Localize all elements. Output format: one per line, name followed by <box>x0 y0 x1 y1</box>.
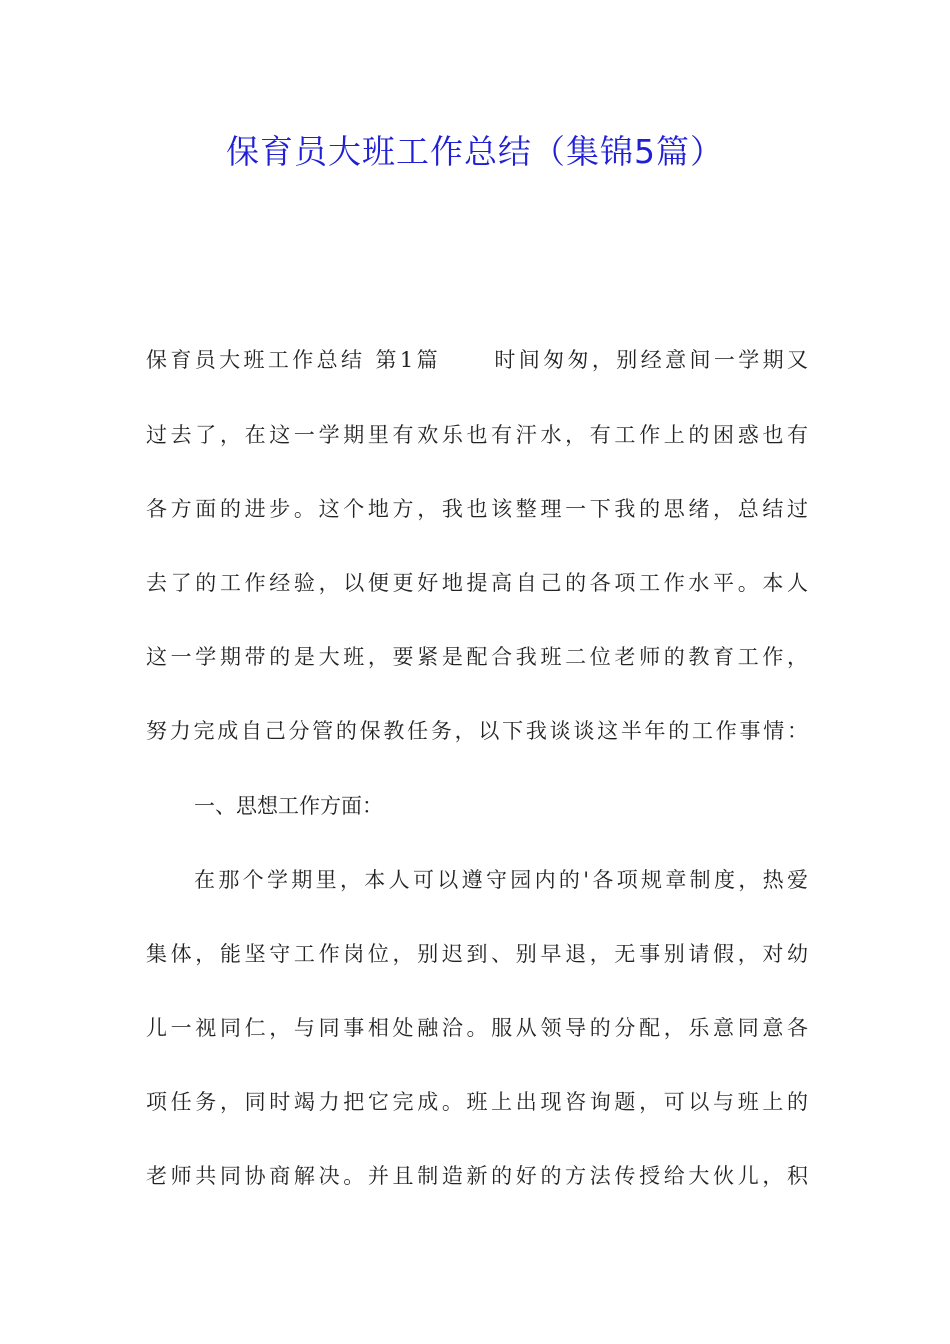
section-heading-inline: 保育员大班工作总结 第1篇 <box>146 348 442 372</box>
section-heading: 一、思想工作方面： <box>194 794 383 818</box>
paragraph-line: 老师共同协商解决。并且制造新的好的方法传授给大伙儿，积 <box>146 1164 808 1188</box>
paragraph-line: 儿一视同仁，与同事相处融洽。服从领导的分配，乐意同意各 <box>146 1016 808 1040</box>
paragraph-line <box>146 344 808 376</box>
document-title: 保育员大班工作总结（集锦5篇） <box>226 132 724 171</box>
paragraph-line: 过去了，在这一学期里有欢乐也有汗水，有工作上的困惑也有 <box>146 423 808 447</box>
paragraph-line: 在那个学期里，本人可以遵守园内的'各项规章制度，热爱 <box>194 868 808 892</box>
paragraph-line: 这一学期带的是大班，要紧是配合我班二位老师的教育工作， <box>146 645 808 669</box>
paragraph-line: 项任务，同时竭力把它完成。班上出现咨询题，可以与班上的 <box>146 1090 808 1114</box>
paragraph-line: 各方面的进步。这个地方，我也该整理一下我的思绪，总结过 <box>146 497 808 521</box>
paragraph-line: 努力完成自己分管的保教任务，以下我谈谈这半年的工作事情： <box>146 719 808 743</box>
paragraph-line: 集体，能坚守工作岗位，别迟到、别早退，无事别请假，对幼 <box>146 942 808 966</box>
paragraph-text: 时间匆匆，别经意间一学期又 <box>491 348 808 372</box>
paragraph-line: 去了的工作经验，以便更好地提高自己的各项工作水平。本人 <box>146 571 808 595</box>
